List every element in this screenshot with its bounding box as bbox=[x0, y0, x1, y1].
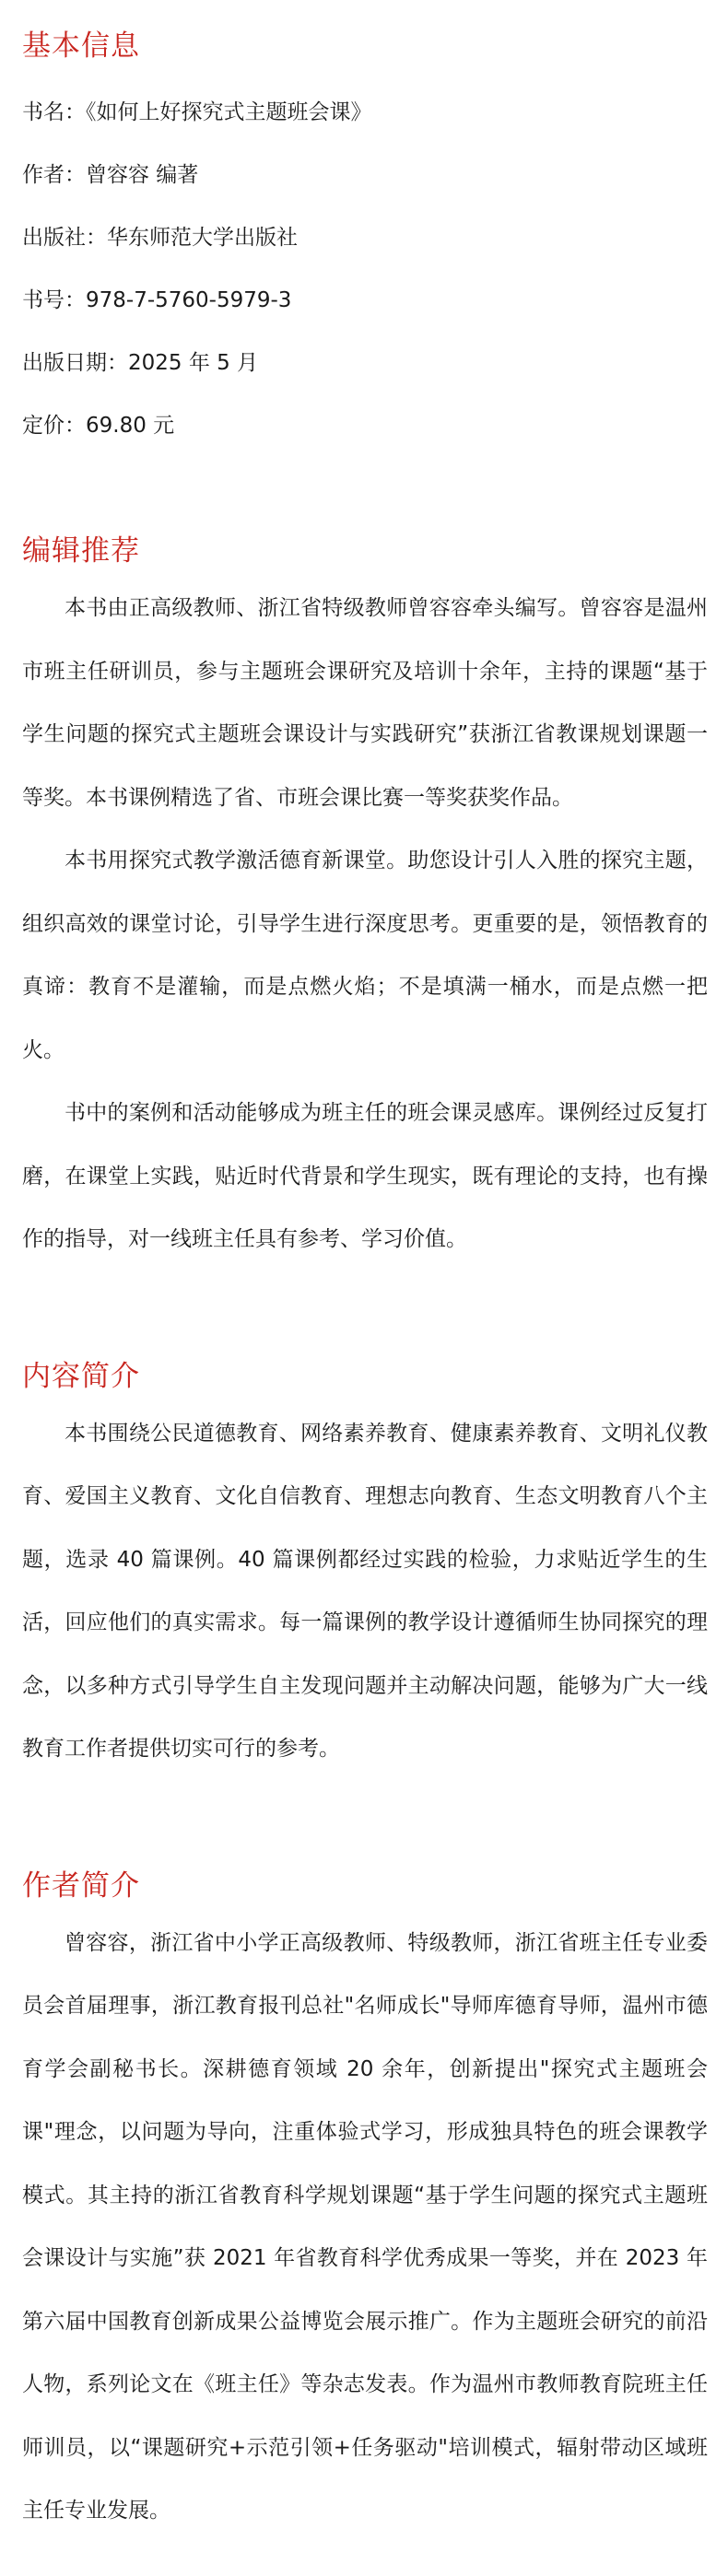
price-line: 定价：69.80 元 bbox=[22, 414, 175, 438]
basic-info-list bbox=[22, 92, 708, 446]
basic-info-title: 基本信息 bbox=[22, 29, 140, 63]
book-title-line: 书名：《如何上好探究式主题班会课》 bbox=[22, 100, 372, 124]
summary-paragraph-1: 本书围绕公民道德教育、网络素养教育、健康素养教育、文明礼仪教育、爱国主义教育、文化自信教育、理想志向教育、生态文明教育八个主题，选录 40 篇课例。40 篇课例都经过实践的检验，力求贴近学生的生活，回应他们的真实需求。每一篇课例的教学设计遵循师生协同探究的理念，以多种方式引导学生自主发现问题并主动解决问题，能够为广大一线教育工作者提供切实可行的参考。 bbox=[22, 1421, 708, 1761]
author-bio-title: 作者简介 bbox=[22, 1868, 140, 1903]
publish-date-line: 出版日期：2025 年 5 月 bbox=[22, 351, 259, 375]
basic-info-section bbox=[22, 26, 708, 446]
editor-paragraph-3: 书中的案例和活动能够成为班主任的班会课灵感库。课例经过反复打磨，在课堂上实践，贴近时代背景和学生现实，既有理论的支持，也有操作的指导，对一线班主任具有参考、学习价值。 bbox=[22, 1101, 708, 1251]
author-bio-section bbox=[22, 1866, 708, 2543]
author-paragraph-1: 曾容容，浙江省中小学正高级教师、特级教师，浙江省班主任专业委员会首届理事，浙江教育报刊总社"名师成长"导师库德育导师，温州市德育学会副秘书长。深耕德育领域 20 余年，创新提出"探究式主题班会课"理念，以问题为导向，注重体验式学习，形成独具特色的班会课教学模式。其主持的浙江省教育科学规划课题“基于学生问题的探究式主题班会课设计与实施”获 2021 年省教育科学优秀成果一等奖，并在 2023 年第六届中国教育创新成果公益博览会展示推广。作为主题班会研究的前沿人物，系列论文在《班主任》等杂志发表。作为温州市教师教育院班主任师训员，以“课题研究+示范引领+任务驱动"培训模式，辐射带动区域班主任专业发展。 bbox=[22, 1930, 708, 2523]
isbn-line: 书号：978-7-5760-5979-3 bbox=[22, 288, 292, 312]
content-summary-section bbox=[22, 1356, 708, 1781]
editor-recommendation-title: 编辑推荐 bbox=[22, 534, 140, 568]
publisher-line: 出版社：华东师范大学出版社 bbox=[22, 226, 298, 250]
editor-paragraph-1: 本书由正高级教师、浙江省特级教师曾容容牵头编写。曾容容是温州市班主任研训员，参与主题班会课研究及培训十余年，主持的课题“基于学生问题的探究式主题班会课设计与实践研究”获浙江省教课规划课题一等奖。本书课例精选了省、市班会课比赛一等奖获奖作品。 bbox=[22, 596, 708, 810]
editor-paragraph-2: 本书用探究式教学激活德育新课堂。助您设计引人入胜的探究主题，组织高效的课堂讨论，引导学生进行深度思考。更重要的是，领悟教育的真谛：教育不是灌输，而是点燃火焰；不是填满一桶水，而是点燃一把火。 bbox=[22, 849, 708, 1062]
content-summary-title: 内容简介 bbox=[22, 1359, 140, 1393]
editor-recommendation-section bbox=[22, 531, 708, 1271]
author-line: 作者：曾容容 编著 bbox=[22, 163, 199, 187]
